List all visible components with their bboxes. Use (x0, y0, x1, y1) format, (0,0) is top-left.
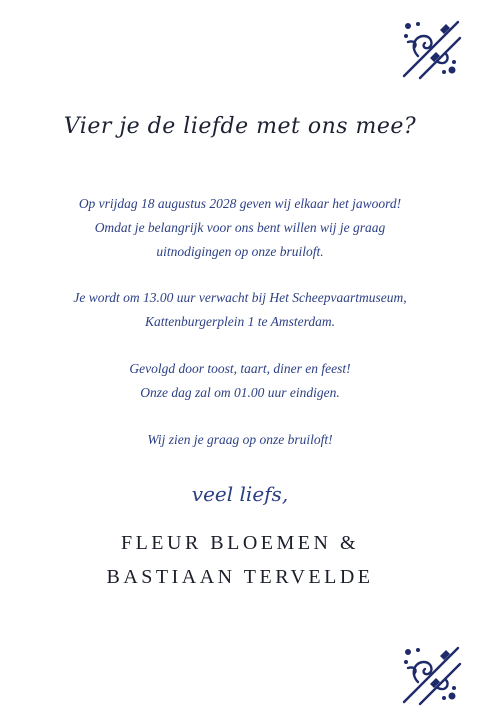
body-line: Kattenburgerplein 1 te Amsterdam. (145, 314, 335, 329)
delft-tile-ornament-icon (400, 18, 462, 80)
body-line: Je wordt om 13.00 uur verwacht bij Het Scheepvaartmuseum, (73, 290, 407, 305)
body-line: uitnodigingen op onze bruiloft. (156, 244, 324, 259)
program-paragraph (40, 357, 440, 405)
closing-paragraph (40, 428, 440, 452)
signoff: veel liefs, (191, 482, 289, 506)
couple-name-2: BASTIAAN TERVELDE (106, 566, 374, 588)
couple-name-1: FLEUR BLOEMEN & (120, 532, 360, 554)
venue-paragraph (40, 286, 440, 334)
date-paragraph (40, 192, 440, 264)
body-line: Onze dag zal om 01.00 uur eindigen. (140, 385, 340, 400)
body-line: Gevolgd door toost, taart, diner en feest! (129, 361, 351, 376)
invitation-heading: Vier je de liefde met ons mee? (63, 114, 417, 139)
body-line: Op vrijdag 18 augustus 2028 geven wij elkaar het jawoord! (78, 196, 402, 211)
body-line: Omdat je belangrijk voor ons bent willen wij je graag (94, 220, 386, 235)
delft-tile-ornament-icon (400, 644, 462, 706)
body-line: Wij zien je graag op onze bruiloft! (147, 432, 333, 447)
